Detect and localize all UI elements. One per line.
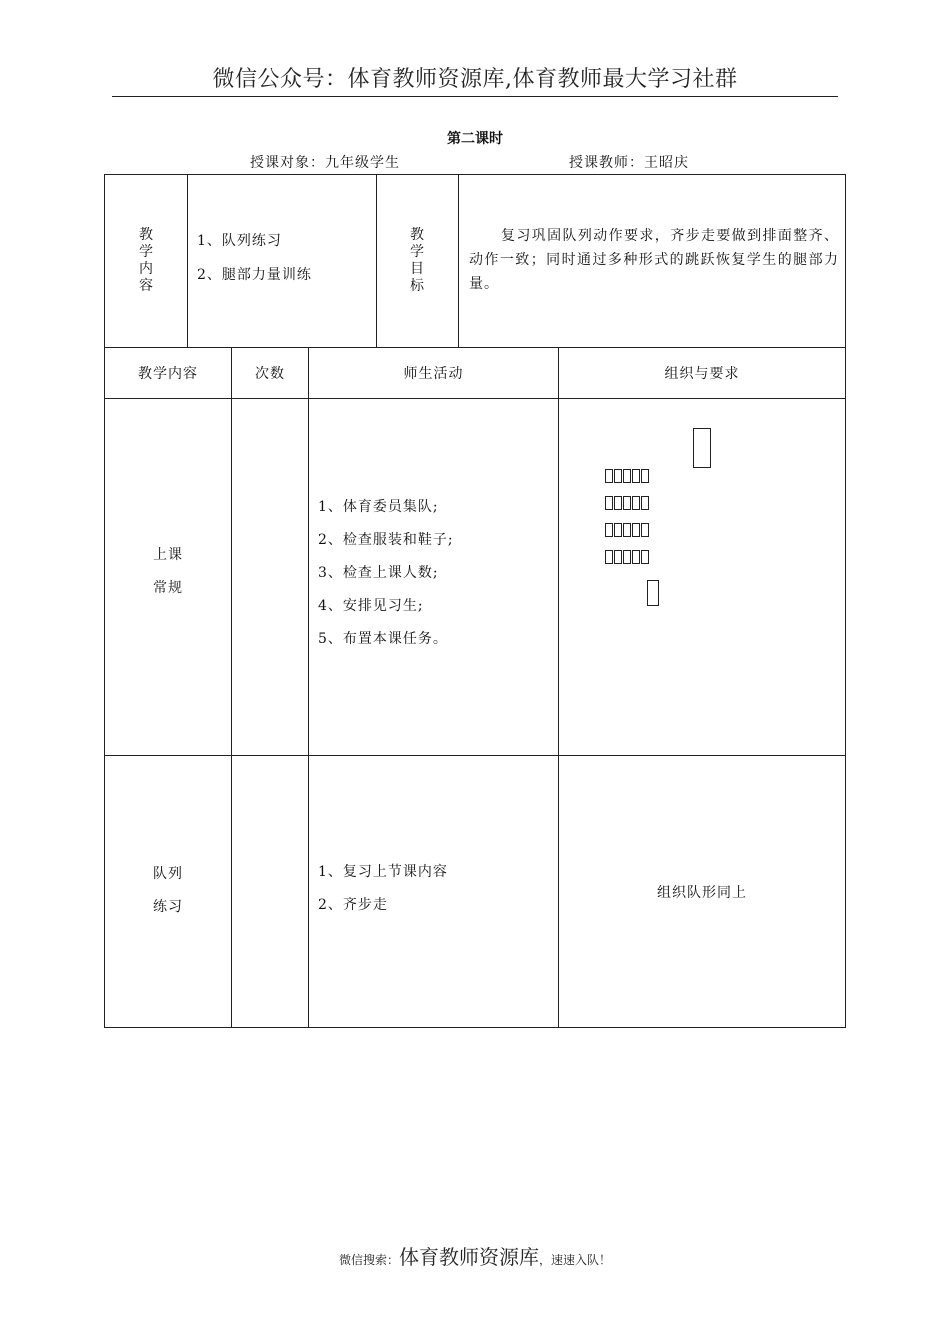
activity-item: 2、检查服装和鞋子; (318, 532, 454, 548)
activity-item: 1、复习上节课内容 (318, 864, 448, 880)
col-divider-2 (308, 347, 309, 1028)
column-header-organization: 组织与要求 (664, 366, 740, 382)
teaching-content-item: 1、队列练习 (197, 233, 282, 249)
lesson-target: 授课对象：九年级学生 (250, 155, 400, 171)
col-divider-3 (558, 347, 559, 1028)
teacher-position-icon (693, 428, 711, 468)
teaching-content-item: 2、腿部力量训练 (197, 267, 312, 283)
teaching-goal-text: 复习巩固队列动作要求，齐步走要做到排面整齐、动作一致；同时通过多种形式的跳跃恢复学生的腿部力量。 (469, 228, 839, 292)
table-border-bottom (104, 1027, 846, 1028)
col-divider-1 (231, 347, 232, 1028)
organization-text: 组织队形同上 (657, 885, 747, 901)
teaching-goal-label: 教学目标 (410, 227, 424, 294)
student-row-icon (605, 523, 650, 539)
row-content-routine (105, 539, 231, 605)
lesson-title: 第二课时 (447, 131, 503, 147)
footer-brand: 体育教师资源库 (399, 1245, 539, 1269)
column-header-content: 教学内容 (138, 366, 198, 382)
table-divider-header (104, 398, 846, 399)
table-divider-top-row (104, 347, 846, 348)
footer-suffix: ，速速入队！ (539, 1253, 612, 1267)
teaching-content-label: 教学内容 (139, 227, 153, 294)
row-content-line: 常规 (153, 580, 183, 596)
activity-item: 5、布置本课任务。 (318, 631, 448, 647)
row-content-line: 上课 (153, 547, 183, 563)
table-divider-row1 (104, 755, 846, 756)
top-row-divider-2 (376, 174, 377, 348)
student-row-icon (605, 496, 650, 512)
row-content-line: 队列 (153, 866, 183, 882)
activity-item: 4、安排见习生; (318, 598, 424, 614)
activity-item: 3、检查上课人数; (318, 565, 439, 581)
activity-item: 1、体育委员集队; (318, 499, 439, 515)
student-row-icon (605, 469, 650, 485)
page-footer (0, 1241, 950, 1270)
top-row-divider-1 (187, 174, 188, 348)
top-row-divider-3 (458, 174, 459, 348)
student-row-icon (605, 550, 650, 566)
row-content-line: 练习 (153, 899, 183, 915)
lesson-teacher: 授课教师：王昭庆 (569, 155, 689, 171)
header-divider (112, 96, 838, 97)
column-header-count: 次数 (255, 366, 285, 382)
page-header-title: 微信公众号：体育教师资源库,体育教师最大学习社群 (212, 67, 738, 92)
activity-item: 2、齐步走 (318, 897, 388, 913)
leader-position-icon (647, 580, 659, 606)
row-content-drill (105, 858, 231, 924)
table-border-top (104, 174, 846, 175)
table-border-right (845, 174, 846, 1028)
column-header-activities: 师生活动 (403, 366, 464, 382)
footer-prefix: 微信搜索： (338, 1253, 399, 1267)
